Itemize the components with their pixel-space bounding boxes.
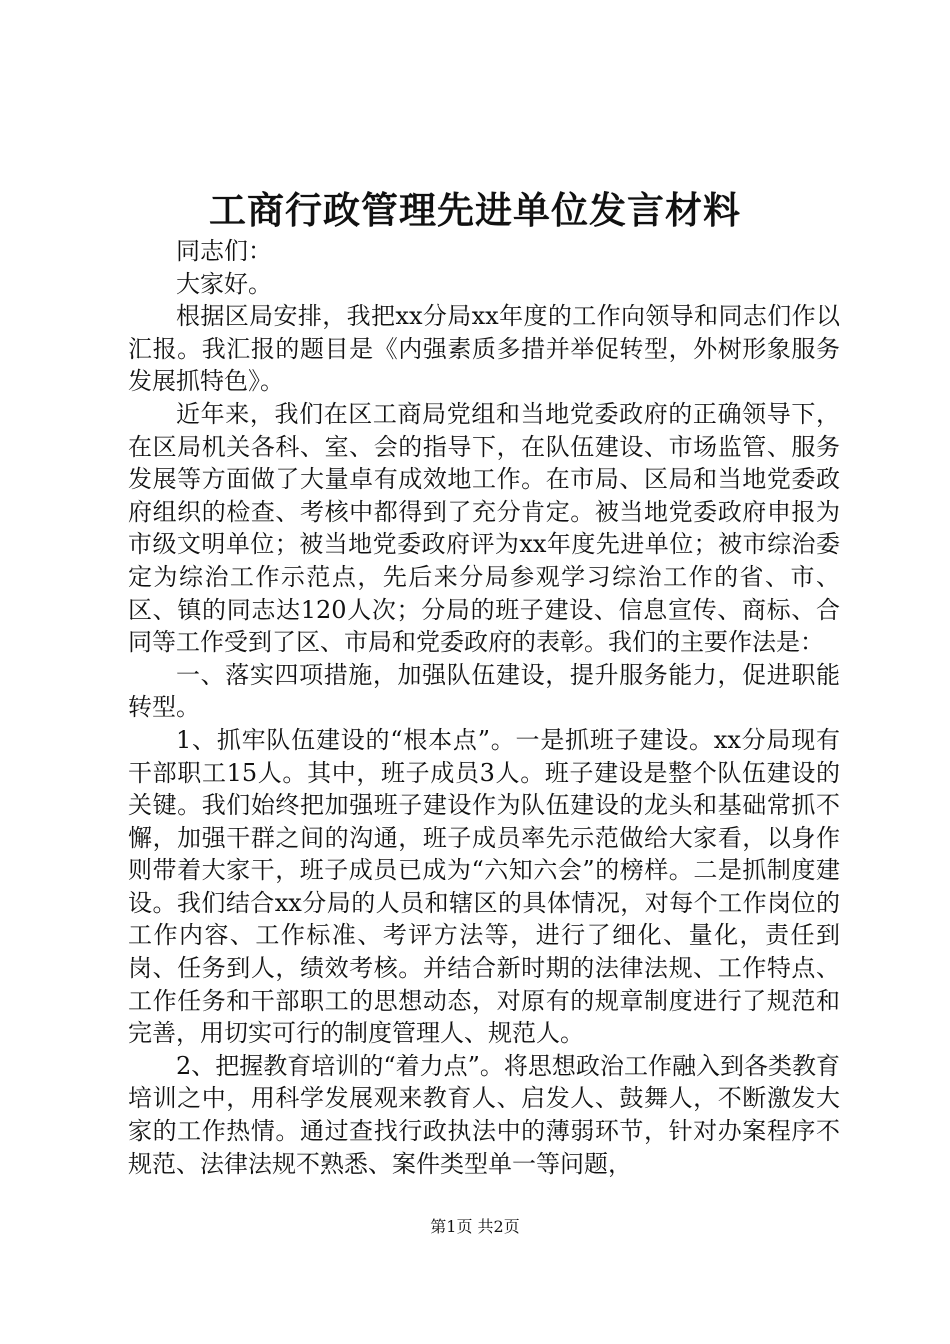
document-body [128,235,840,1180]
paragraph-hello: 大家好。 [176,269,272,298]
page-number-footer: 第1页 共2页 [430,1217,520,1236]
paragraph-item-1: 1、抓牢队伍建设的“根本点”。一是抓班子建设。xx分局现有干部职工15人。其中，班子成员3人。班子建设是整个队伍建设的关键。我们始终把加强班子建设作为队伍建设的龙头和基础常抓不懈，加强干群之间的沟通，班子成员率先示范做给大家看，以身作则带着大家干，班子成员已成为“六知六会”的榜样。二是抓制度建设。我们结合xx分局的人员和辖区的具体情况，对每个工作岗位的工作内容、工作标准、考评方法等，进行了细化、量化，责任到岗、任务到人，绩效考核。并结合新时期的法律法规、工作特点、工作任务和干部职工的思想动态，对原有的规章制度进行了规范和完善，用切实可行的制度管理人、规范人。 [128,725,840,1048]
paragraph-greeting: 同志们： [176,237,272,265]
paragraph-section-heading: 一、落实四项措施，加强队伍建设，提升服务能力，促进职能转型。 [128,660,840,722]
document-title: 工商行政管理先进单位发言材料 [209,188,741,232]
paragraph-intro: 根据区局安排，我把xx分局xx年度的工作向领导和同志们作以汇报。我汇报的题目是《内强素质多措并举促转型，外树形象服务发展抓特色》。 [128,302,840,396]
paragraph-achievements: 近年来，我们在区工商局党组和当地党委政府的正确领导下，在区局机关各科、室、会的指导下，在队伍建设、市场监管、服务发展等方面做了大量卓有成效地工作。在市局、区局和当地党委政府组织的检查、考核中都得到了充分肯定。被当地党委政府申报为市级文明单位；被当地党委政府评为xx年度先进单位；被市综治委定为综治工作示范点，先后来分局参观学习综治工作的省、市、区、镇的同志达120人次；分局的班子建设、信息宣传、商标、合同等工作受到了区、市局和党委政府的表彰。我们的主要作法是： [128,399,840,657]
paragraph-item-2: 2、把握教育培训的“着力点”。将思想政治工作融入到各类教育培训之中，用科学发展观来教育人、启发人、鼓舞人，不断激发大家的工作热情。通过查找行政执法中的薄弱环节，针对办案程序不规范、法律法规不熟悉、案件类型单一等问题， [128,1051,840,1178]
